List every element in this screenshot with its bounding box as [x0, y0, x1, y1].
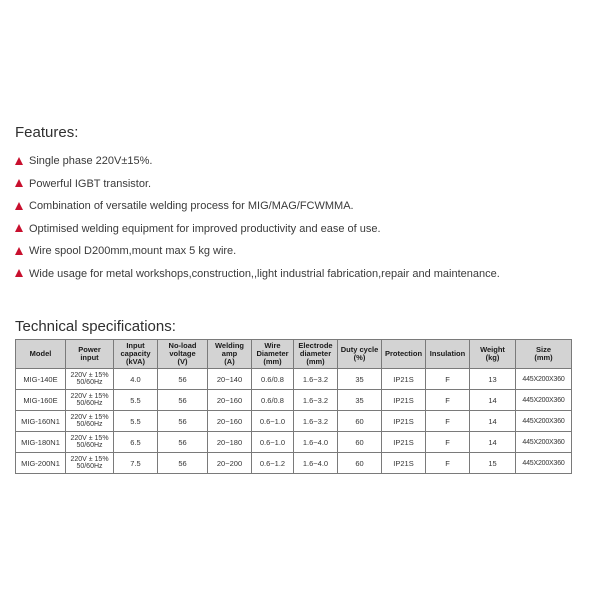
triangle-icon [15, 269, 23, 277]
cell-capacity: 5.5 [114, 390, 158, 411]
header-model: Model [16, 340, 66, 369]
feature-item [15, 263, 500, 286]
feature-text: Wide usage for metal workshops,construction,,light industrial fabrication,repair and maintenance. [29, 267, 500, 280]
feature-list [15, 150, 500, 285]
cell-insulation: F [426, 453, 470, 474]
cell-duty: 60 [338, 411, 382, 432]
cell-weight: 14 [470, 432, 516, 453]
feature-item [15, 218, 500, 241]
cell-protection: IP21S [382, 432, 426, 453]
cell-capacity: 6.5 [114, 432, 158, 453]
cell-size: 445X200X360 [516, 411, 572, 432]
table-row [16, 453, 572, 474]
cell-amp: 20~200 [208, 453, 252, 474]
cell-capacity: 4.0 [114, 369, 158, 390]
feature-item [15, 150, 500, 173]
cell-size: 445X200X360 [516, 390, 572, 411]
cell-protection: IP21S [382, 453, 426, 474]
cell-power: 220V ± 15% 50/60Hz [66, 411, 114, 432]
header-input-capacity: Input capacity (kVA) [114, 340, 158, 369]
cell-voltage: 56 [158, 453, 208, 474]
specs-title: Technical specifications: [15, 318, 176, 335]
cell-electrode: 1.6~3.2 [294, 369, 338, 390]
cell-duty: 35 [338, 390, 382, 411]
feature-item [15, 173, 500, 196]
cell-model: MIG-160N1 [16, 411, 66, 432]
cell-wire: 0.6/0.8 [252, 369, 294, 390]
cell-insulation: F [426, 411, 470, 432]
cell-size: 445X200X360 [516, 369, 572, 390]
cell-protection: IP21S [382, 390, 426, 411]
cell-duty: 60 [338, 432, 382, 453]
feature-text: Single phase 220V±15%. [29, 155, 153, 168]
cell-capacity: 5.5 [114, 411, 158, 432]
cell-voltage: 56 [158, 369, 208, 390]
cell-wire: 0.6~1.0 [252, 432, 294, 453]
triangle-icon [15, 247, 23, 255]
cell-insulation: F [426, 369, 470, 390]
table-row [16, 411, 572, 432]
table-row [16, 432, 572, 453]
cell-protection: IP21S [382, 369, 426, 390]
cell-model: MIG-160E [16, 390, 66, 411]
triangle-icon [15, 179, 23, 187]
cell-weight: 15 [470, 453, 516, 474]
cell-insulation: F [426, 432, 470, 453]
feature-text: Combination of versatile welding process for MIG/MAG/FCWMMA. [29, 200, 354, 213]
cell-power: 220V ± 15% 50/60Hz [66, 390, 114, 411]
table-row [16, 390, 572, 411]
feature-text: Optimised welding equipment for improved productivity and ease of use. [29, 222, 381, 235]
feature-text: Wire spool D200mm,mount max 5 kg wire. [29, 245, 237, 258]
specs-header-row [16, 340, 572, 369]
cell-voltage: 56 [158, 432, 208, 453]
cell-duty: 60 [338, 453, 382, 474]
cell-electrode: 1.6~3.2 [294, 411, 338, 432]
triangle-icon [15, 202, 23, 210]
header-weight: Weight (kg) [470, 340, 516, 369]
cell-model: MIG-200N1 [16, 453, 66, 474]
cell-voltage: 56 [158, 411, 208, 432]
cell-capacity: 7.5 [114, 453, 158, 474]
cell-insulation: F [426, 390, 470, 411]
header-no-load-voltage: No-load voltage (V) [158, 340, 208, 369]
cell-wire: 0.6~1.0 [252, 411, 294, 432]
cell-model: MIG-140E [16, 369, 66, 390]
cell-electrode: 1.6~3.2 [294, 390, 338, 411]
header-electrode-diameter: Electrode diameter (mm) [294, 340, 338, 369]
cell-amp: 20~140 [208, 369, 252, 390]
specs-table [15, 339, 572, 474]
feature-text: Powerful IGBT transistor. [29, 177, 152, 190]
cell-wire: 0.6~1.2 [252, 453, 294, 474]
cell-voltage: 56 [158, 390, 208, 411]
header-insulation: Insulation [426, 340, 470, 369]
cell-power: 220V ± 15% 50/60Hz [66, 453, 114, 474]
cell-electrode: 1.6~4.0 [294, 453, 338, 474]
header-wire-diameter: Wire Diameter (mm) [252, 340, 294, 369]
cell-weight: 14 [470, 390, 516, 411]
header-welding-amp: Welding amp (A) [208, 340, 252, 369]
cell-amp: 20~160 [208, 390, 252, 411]
cell-duty: 35 [338, 369, 382, 390]
cell-protection: IP21S [382, 411, 426, 432]
header-size: Size (mm) [516, 340, 572, 369]
cell-size: 445X200X360 [516, 432, 572, 453]
header-duty-cycle: Duty cycle (%) [338, 340, 382, 369]
cell-weight: 14 [470, 411, 516, 432]
table-row [16, 369, 572, 390]
cell-power: 220V ± 15% 50/60Hz [66, 432, 114, 453]
cell-electrode: 1.6~4.0 [294, 432, 338, 453]
cell-weight: 13 [470, 369, 516, 390]
cell-amp: 20~160 [208, 411, 252, 432]
header-protection: Protection [382, 340, 426, 369]
header-power-input: Power input [66, 340, 114, 369]
cell-power: 220V ± 15% 50/60Hz [66, 369, 114, 390]
feature-item [15, 195, 500, 218]
feature-item [15, 240, 500, 263]
triangle-icon [15, 157, 23, 165]
cell-wire: 0.6/0.8 [252, 390, 294, 411]
cell-size: 445X200X360 [516, 453, 572, 474]
features-title: Features: [15, 124, 79, 141]
triangle-icon [15, 224, 23, 232]
cell-model: MIG-180N1 [16, 432, 66, 453]
cell-amp: 20~180 [208, 432, 252, 453]
